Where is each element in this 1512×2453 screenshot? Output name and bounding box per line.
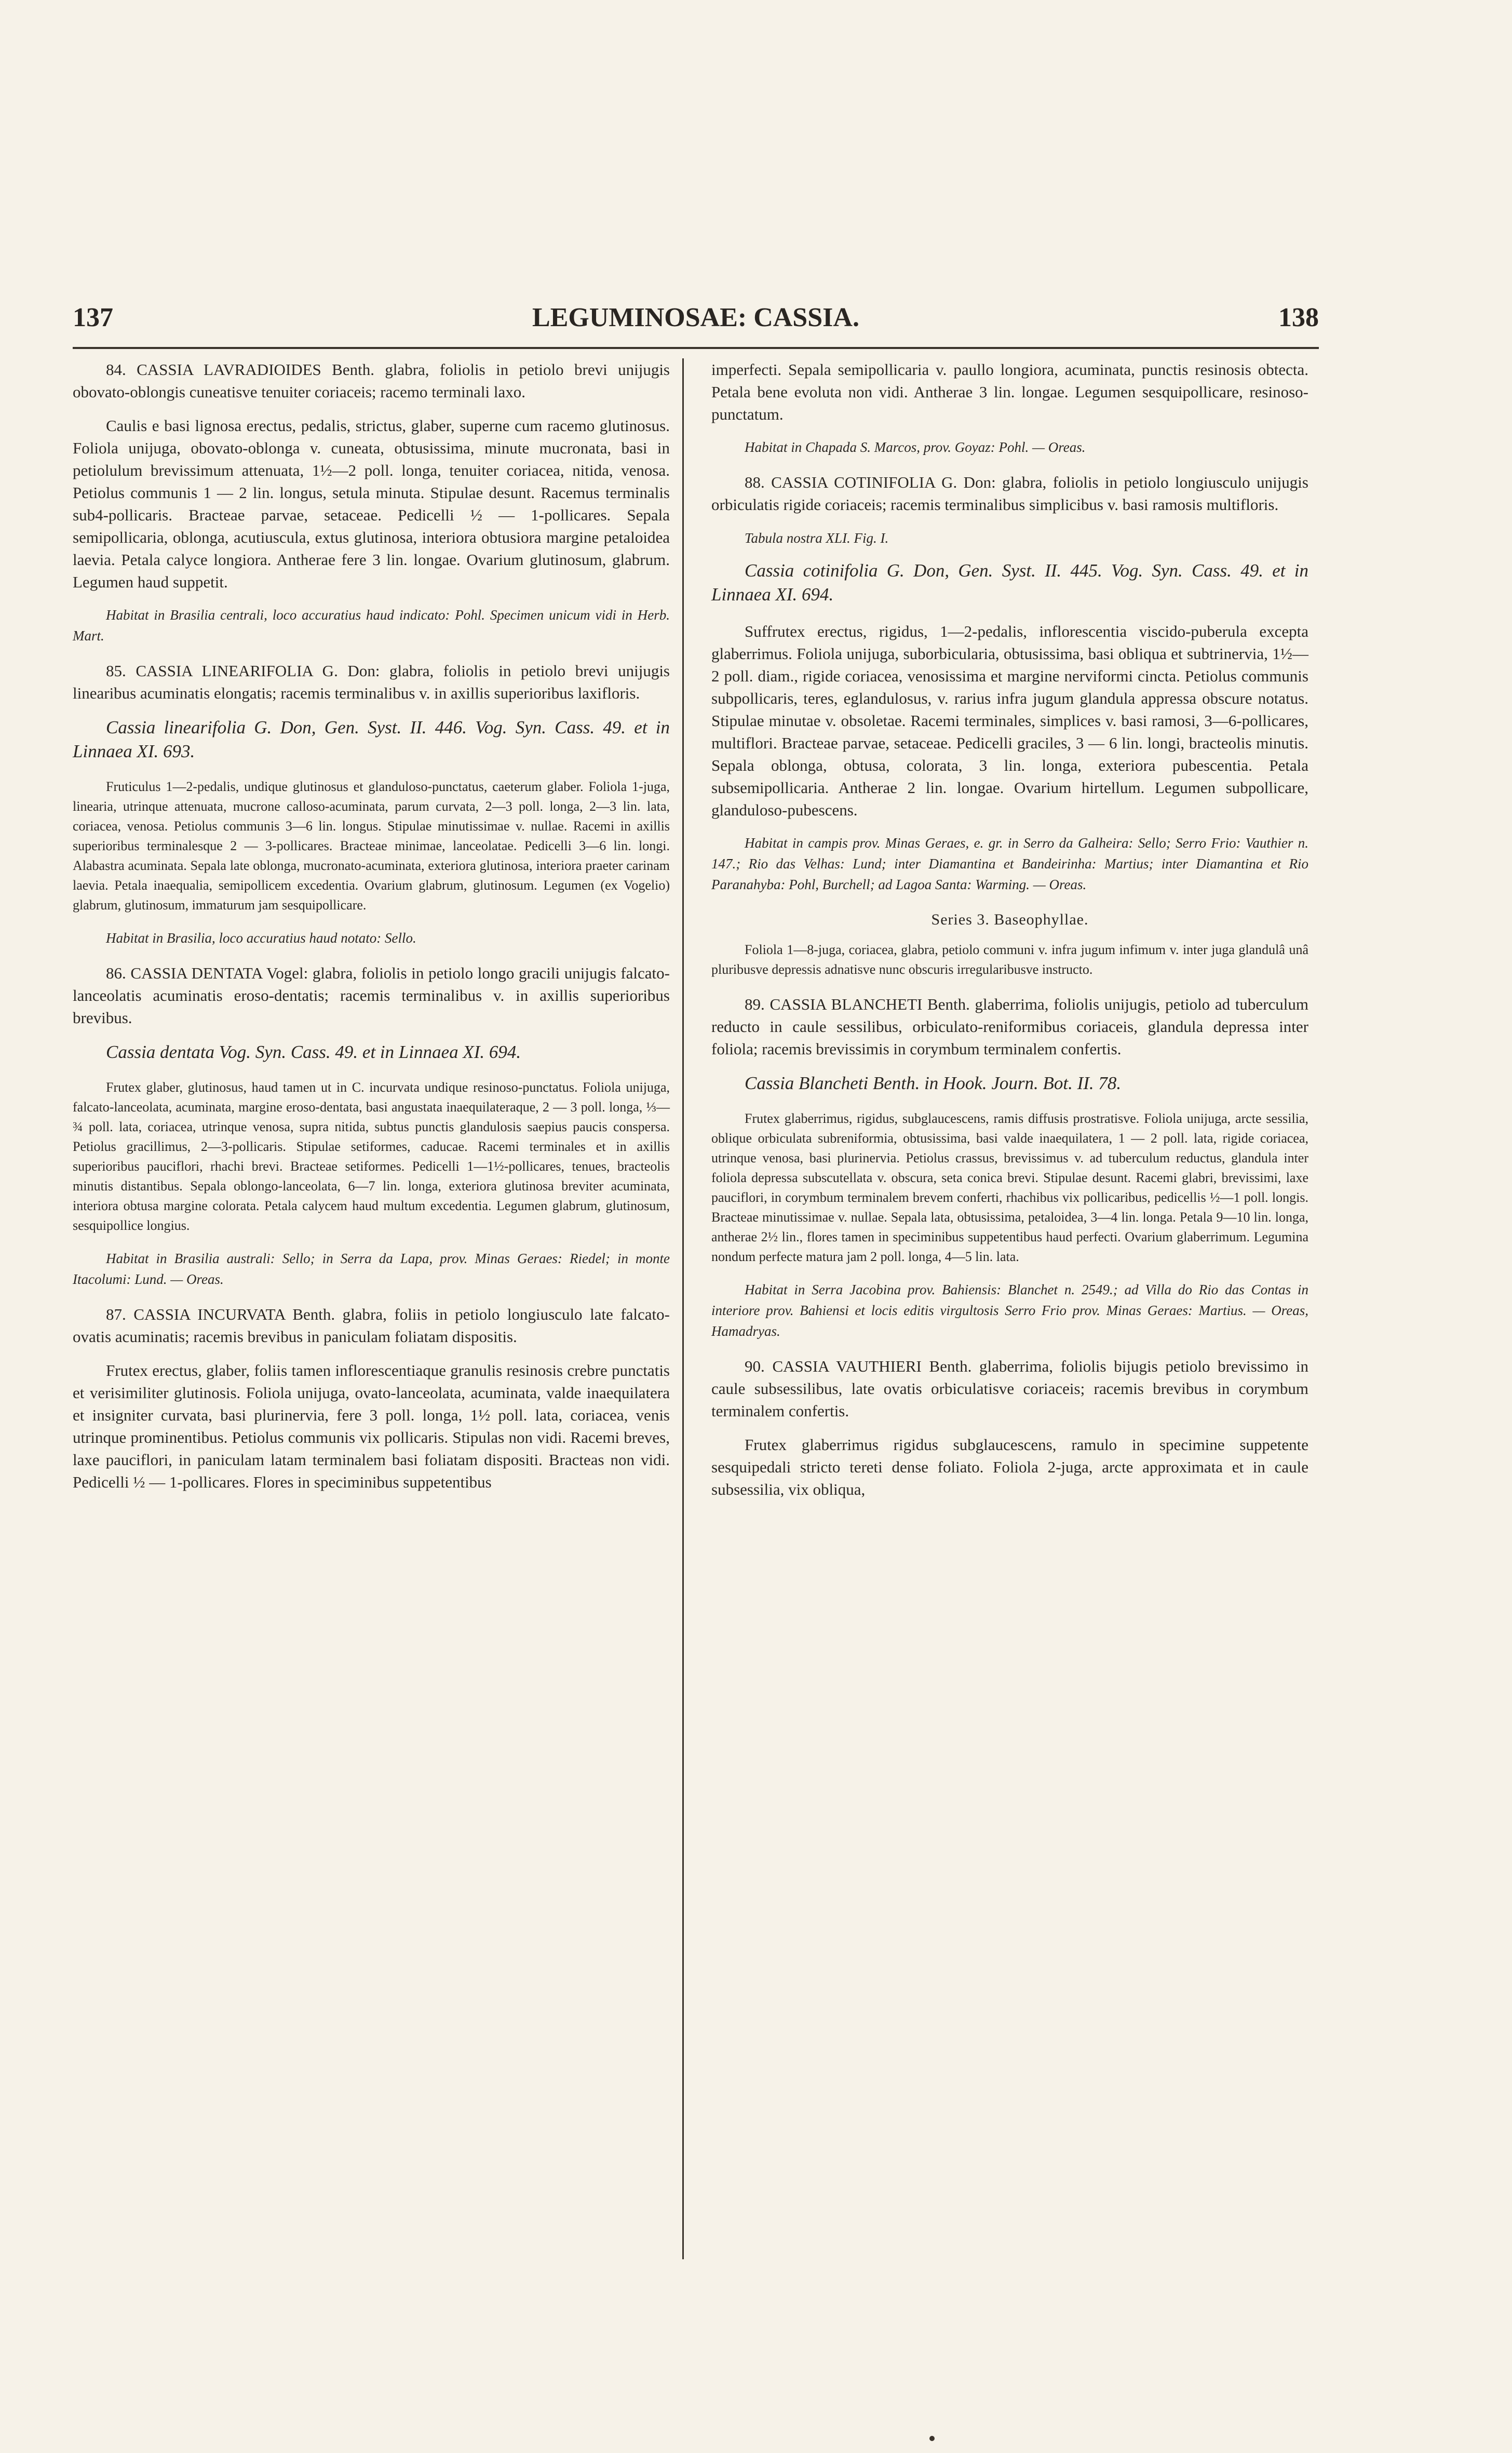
species-85-heading: 85. CASSIA LINEARIFOLIA G. Don: glabra, foliolis in petiolo brevi unijugis linearibus acuminatis elongatis; racemis terminalibus v. in axillis superioribus laxifloris. <box>73 662 670 702</box>
species-86-heading: 86. CASSIA DENTATA Vogel: glabra, foliolis in petiolo longo gracili unijugis falcato-lanceolatis acuminatis eroso-dentatis; racemis terminalibus v. in axillis superioribus brevibus. <box>73 964 670 1027</box>
species-84-habitat: Habitat in Brasilia centrali, loco accuratius haud indicato: Pohl. Specimen unicum vidi in Herb. Mart. <box>73 607 670 644</box>
species-88-description: Suffrutex erectus, rigidus, 1—2-pedalis, inflorescentia viscido-puberula excepta glaberrimus. Foliola unijuga, suborbicularia, obtusissima, basi obliqua et subtrinervia, 1½—2 poll. diam., rigide coriacea, venosissima et margine nerviformi cincta. Petiolus communis subpollicaris, teres, eglandulosus, v. rarius infra jugum glandula appressa obscure notatus. Stipulae minutae v. obsoletae. Racemi terminales, simplices v. basi ramosi, 3—6-pollicares, multiflori. Bracteae parvae, setaceae. Pedicelli graciles, 3 — 6 lin. longi, bracteolis minutis. Sepala oblonga, obtusa, colorata, 3 lin. longa, exteriora pubescentia. Petala subsemipollicaria. Antherae 2 lin. longae. Ovarium hirtellum. Legumen subpollicare, glanduloso-pubescens. <box>711 622 1308 819</box>
right-column <box>711 358 1308 1512</box>
species-87-description-continued: imperfecti. Sepala semipollicaria v. paullo longiora, acuminata, punctis resinosis obtecta. Petala bene evoluta non vidi. Antherae 3 lin. longae. Legumen sesquipollicare, resinoso-punctatum. <box>711 360 1308 423</box>
species-85-habitat: Habitat in Brasilia, loco accuratius haud notato: Sello. <box>106 930 416 946</box>
species-90-description: Frutex glaberrimus rigidus subglaucescens, ramulo in specimine suppetente sesquipedali stricto tereti dense foliato. Foliola 2-juga, arcte approximata et in caule subsessilia, vix obliqua, <box>711 1436 1308 1498</box>
species-84-heading: 84. CASSIA LAVRADIOIDES Benth. glabra, foliolis in petiolo brevi unijugis obovato-oblongis cuneatisve tenuiter coriaceis; racemo terminali laxo. <box>73 360 670 401</box>
species-86-habitat: Habitat in Brasilia australi: Sello; in Serra da Lapa, prov. Minas Geraes: Riedel; in monte Itacolumi: Lund. — Oreas. <box>73 1251 670 1287</box>
column-divider <box>682 358 684 2259</box>
running-title: LEGUMINOSAE: CASSIA. <box>532 303 859 332</box>
species-89-heading: 89. CASSIA BLANCHETI Benth. glaberrima, foliolis unijugis, petiolo ad tuberculum reducto in caule sessilibus, orbiculato-reniformibus coriaceis, glandula depressa inter foliola; racemis brevissimis in corymbum terminalem confertis. <box>711 995 1308 1058</box>
series-description: Foliola 1—8-juga, coriacea, glabra, petiolo communi v. infra jugum infimum v. inter juga glandulâ unâ pluribusve depressis adnatisve nunc obscuris irregularibusve instructo. <box>711 942 1308 977</box>
species-85-synonymy: Cassia linearifolia G. Don, Gen. Syst. II. 446. Vog. Syn. Cass. 49. et in Linnaea XI. 693. <box>73 717 670 761</box>
species-86-synonymy: Cassia dentata Vog. Syn. Cass. 49. et in Linnaea XI. 694. <box>106 1042 521 1062</box>
species-87-heading: 87. CASSIA INCURVATA Benth. glabra, foliis in petiolo longiusculo late falcato-ovatis acuminatis; racemis brevibus in paniculam foliatam dispositis. <box>73 1305 670 1346</box>
species-85-description: Fruticulus 1—2-pedalis, undique glutinosus et glanduloso-punctatus, caeterum glaber. Foliola 1-juga, linearia, utrinque attenuata, mucrone calloso-acuminata, parum curvata, 2—3 poll. longa, 2—3 lin. lata, coriacea, venosa. Petiolus communis 3—6 lin. longus. Stipulae minutissimae v. nullae. Racemi in axillis superioribus terminalesque 2 — 3-pollicares. Bracteae minimae, lanceolatae. Pedicelli 3—6 lin. longi. Alabastra acuminata. Sepala late oblonga, mucronato-acuminata, exteriora glutinosa, interiora praeter carinam laevia. Petala inaequalia, semipollicem excedentia. Ovarium glabrum, glutinosum. Legumen (ex Vogelio) glabrum, glutinosum, immaturum jam sesquipollicare. <box>73 779 670 913</box>
header-rule <box>73 347 1319 349</box>
species-84-description: Caulis e basi lignosa erectus, pedalis, strictus, glaber, superne cum racemo glutinosus. Foliola unijuga, obovato-oblonga v. cuneata, obtusissima, minute mucronata, basi in petiolulum brevissimum attenuata, 1½—2 poll. longa, tenuiter coriacea, nitida, venosa. Petiolus communis 1 — 2 lin. longus, setula minuta. Stipulae desunt. Racemus terminalis sub4-pollicaris. Bracteae parvae, setaceae. Pedicelli ½ — 1-pollicares. Sepala semipollicaria, oblonga, acutiuscula, extus glutinosa, interiora obtusiora margine petaloidea laevia. Petala calyce longiora. Antherae fere 3 lin. longae. Ovarium glutinosum, glabrum. Legumen haud suppetit. <box>73 417 670 591</box>
page-number-left: 137 <box>73 303 113 332</box>
species-88-synonymy: Cassia cotinifolia G. Don, Gen. Syst. II. 445. Vog. Syn. Cass. 49. et in Linnaea XI. 694. <box>711 560 1308 605</box>
left-column <box>73 358 670 1505</box>
series-heading: Series 3. Baseophyllae. <box>931 911 1089 928</box>
species-87-habitat: Habitat in Chapada S. Marcos, prov. Goyaz: Pohl. — Oreas. <box>745 439 1086 455</box>
species-89-habitat: Habitat in Serra Jacobina prov. Bahiensis: Blanchet n. 2549.; ad Villa do Rio das Contas in interiore prov. Bahiensi et locis editis virgultosis Serro Frio prov. Minas Geraes: Martius. — Oreas, Hamadryas. <box>711 1282 1308 1339</box>
printer-mark <box>929 2436 935 2441</box>
species-88-habitat: Habitat in campis prov. Minas Geraes, e. gr. in Serro da Galheira: Sello; Serro Frio: Vauthier n. 147.; Rio das Velhas: Lund; inter Diamantina et Bandeirinha: Martius; inter Diamantina et Rio Paranahyba: Pohl, Burchell; ad Lagoa Santa: Warming. — Oreas. <box>711 835 1308 892</box>
species-88-heading: 88. CASSIA COTINIFOLIA G. Don: glabra, foliolis in petiolo longiusculo unijugis orbiculatis rigide coriaceis; racemis terminalibus simplicibus v. basi ramosis multifloris. <box>711 473 1308 514</box>
page-number-right: 138 <box>1278 303 1319 332</box>
species-89-description: Frutex glaberrimus, rigidus, subglaucescens, ramis diffusis prostratisve. Foliola unijuga, arcte sessilia, oblique orbiculata subreniformia, obtusissima, basi valde inaequilatera, 1 — 2 poll. lata, rigide coriacea, utrinque venosa, basi plurinervia. Petiolus crassus, brevissimus v. ad tuberculum reductus, glandula inter foliola depressa subscutellata v. obscura, seta conica brevi. Stipulae desunt. Racemi glabri, brevissimi, laxe pauciflori, in corymbum terminalem brevem conferti, rhachibus vix pollicaribus, pedicellis ½—1 poll. longis. Bracteae minutissimae v. nullae. Sepala lata, obtusissima, petaloidea, 3—4 lin. longa. Petala 9—10 lin. longa, antherae 2½ lin., flores tamen in speciminibus suppetentibus haud perfecti. Ovarium glaberrimum. Legumina nondum perfecte matura jam 2 poll. longa, 4—5 lin. lata. <box>711 1111 1308 1264</box>
species-89-synonymy: Cassia Blancheti Benth. in Hook. Journ. Bot. II. 78. <box>745 1073 1122 1093</box>
running-header <box>73 302 1319 344</box>
species-90-heading: 90. CASSIA VAUTHIERI Benth. glaberrima, foliolis bijugis petiolo brevissimo in caule subsessilibus, late ovatis orbiculatisve coriaceis; racemis brevibus in corymbum terminalem confertis. <box>711 1357 1308 1420</box>
species-86-description: Frutex glaber, glutinosus, haud tamen ut in C. incurvata undique resinoso-punctatus. Foliola unijuga, falcato-lanceolata, acuminata, margine eroso-dentata, basi angustata inaequilateraque, 2 — 3 poll. longa, ⅓—¾ poll. lata, coriacea, utrinque venosa, supra nitida, subtus punctis glandulosis saepius paucis conspersa. Petiolus gracillimus, 2—3-pollicaris. Stipulae setiformes, caducae. Racemi terminales et in axillis superioribus pauciflori, rhachi brevi. Bracteae setiformes. Pedicelli 1—1½-pollicares, tenues, bracteolis minutis distantibus. Sepala oblongo-lanceolata, 6—7 lin. longa, exteriora glutinosa breviter acuminata, interiora obtusa margine colorata. Petala calycem haud multum excedentia. Legumen glabrum, glutinosum, sesquipollice longius. <box>73 1080 670 1233</box>
species-87-description: Frutex erectus, glaber, foliis tamen inflorescentiaque granulis resinosis crebre punctatis et verisimiliter glutinosis. Foliola unijuga, ovato-lanceolata, acuminata, valde inaequilatera et insigniter curvata, basi plurinervia, fere 3 poll. longa, 1½ poll. lata, coriacea, venis utrinque prominentibus. Petiolus communis vix pollicaris. Stipulas non vidi. Racemi breves, laxe pauciflori, in paniculam latam terminalem basi foliatam dispositi. Bracteas non vidi. Pedicelli ½ — 1-pollicares. Flores in speciminibus suppetentibus <box>73 1361 670 1491</box>
species-88-plate-reference: Tabula nostra XLI. Fig. I. <box>745 530 889 546</box>
